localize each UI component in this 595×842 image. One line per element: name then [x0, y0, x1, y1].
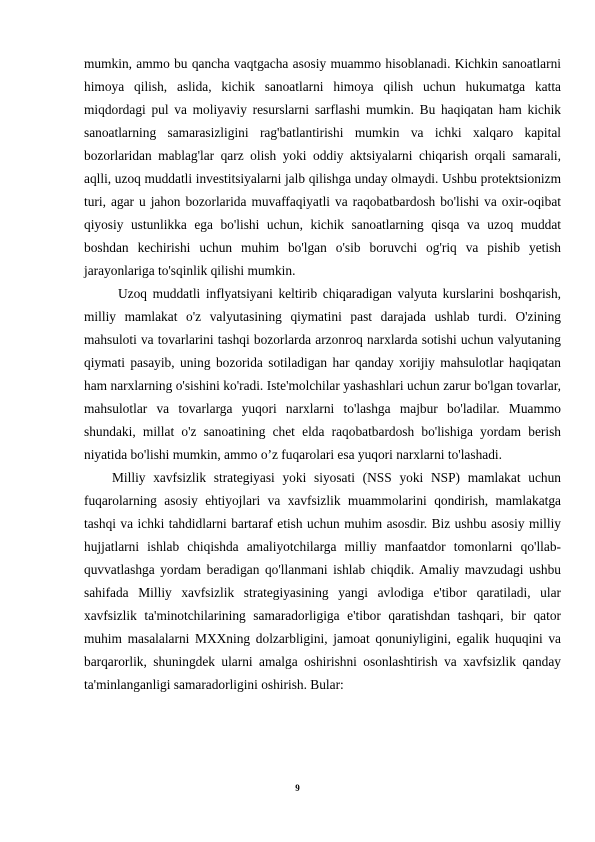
document-page — [84, 52, 561, 696]
paragraph-currency-inflation: Uzoq muddatli inflyatsiyani keltirib chiqaradigan valyuta kurslarini boshqarish, milliy mamlakat o'z valyutasining qiymatini past darajada ushlab turdi. O'zining mahsuloti va tovarlarini tashqi bozorlarda arzonroq narxlarda sotishi uchun valyutaning qiymati pasayib, uning bozorida sotiladigan har qanday xorijiy mahsulotlar haqiqatan ham narxlarning o'sishini ko'radi. Iste'molchilar yashashlari uchun zarur bo'lgan tovarlar, mahsulotlar va tovarlarga yuqori narxlarni to'lashga majbur bo'ladilar. Muammo shundaki, millat o'z sanoatining chet elda raqobatbardosh bo'lishiga yordam berish niyatida bo'lishi mumkin, ammo o’z fuqarolari esa yuqori narxlarni to'lashadi. — [84, 286, 561, 462]
paragraph-national-security-strategy: Milliy xavfsizlik strategiyasi yoki siyosati (NSS yoki NSP) mamlakat uchun fuqarolarning asosiy ehtiyojlari va xavfsizlik muammolarini qondirish, mamlakatga tashqi va ichki tahdidlarni bartaraf etish uchun muhim asosdir. Biz ushbu asosiy milliy hujjatlarni ishlab chiqishda amaliyotchilarga milliy manfaatdor tomonlarni qo'llab-quvvatlashga yordam beradigan qo'llanmani ishlab chiqdik. Amaliy mavzudagi ushbu sahifada Milliy xavfsizlik strategiyasining yangi avlodiga e'tibor qaratiladi, ular xavfsizlik ta'minotchilarining samaradorligiga e'tibor qaratishdan tashqari, bir qator muhim masalalarni MXXning dolzarbligini, jamoat qonuniyligini, egalik huquqini va barqarorlik, shuningdek ularni amalga oshirishni osonlashtirish va xavfsizlik qanday ta'minlanganligi samaradorligini oshirish. Bular: — [84, 470, 561, 692]
page-number: 9 — [295, 783, 300, 793]
paragraph-protectionism: mumkin, ammo bu qancha vaqtgacha asosiy muammo hisoblanadi. Kichkin sanoatlarni himoya qilish, aslida, kichik sanoatlarni himoya qilish uchun hukumatga katta miqdordagi pul va moliyaviy resurslarni sarflashi mumkin. Bu haqiqatan ham kichik sanoatlarning samarasizligini rag'batlantirishi mumkin va ichki xalqaro kapital bozorlaridan mablag'lar qarz olish yoki oddiy aktsiyalarni chiqarish orqali samarali, aqlli, uzoq muddatli investitsiyalarni jalb qilishga unday olmaydi. Ushbu protektsionizm turi, agar u jahon bozorlarida muvaffaqiyatli va raqobatbardosh bo'lishi va oxir-oqibat qiyosiy ustunlikka ega bo'lishi uchun, kichik sanoatlarning qisqa va uzoq muddat boshdan kechirishi uchun muhim bo'lgan o'sib boruvchi og'riq va pishib yetish jarayonlariga to'sqinlik qilishi mumkin. — [84, 56, 561, 278]
